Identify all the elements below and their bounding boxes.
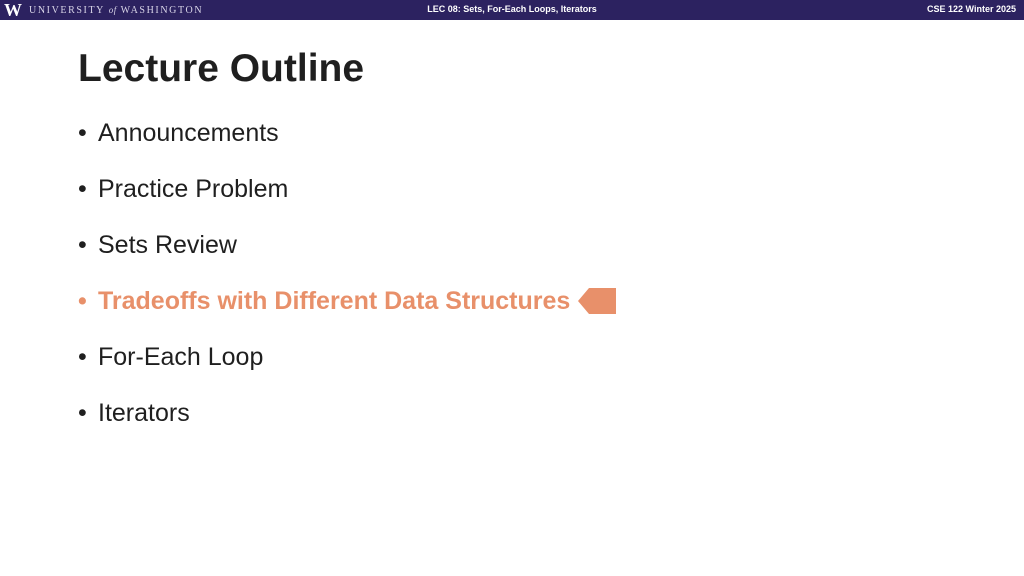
bullet: • [78, 399, 87, 427]
outline-list [78, 117, 616, 453]
outline-item-label: Iterators [98, 399, 190, 427]
outline-item [78, 117, 616, 173]
arrow-left-icon [578, 288, 616, 314]
header-bar [0, 0, 1024, 20]
outline-item-label: For-Each Loop [98, 343, 264, 371]
outline-item-label: Tradeoffs with Different Data Structures [98, 287, 571, 315]
bullet: • [78, 119, 87, 147]
slide-title: Lecture Outline [78, 47, 365, 90]
bullet: • [78, 287, 87, 315]
lecture-title: LEC 08: Sets, For-Each Loops, Iterators [427, 4, 597, 14]
outline-item [78, 341, 616, 397]
outline-item-label: Practice Problem [98, 175, 289, 203]
outline-item-label: Announcements [98, 119, 279, 147]
bullet: • [78, 231, 87, 259]
university-wordmark: UNIVERSITY of WASHINGTON [29, 4, 204, 16]
outline-item [78, 229, 616, 285]
outline-item [78, 397, 616, 453]
uw-w-logo-icon: W [4, 0, 22, 20]
course-name: CSE 122 Winter 2025 [927, 4, 1016, 14]
outline-item [78, 173, 616, 229]
outline-item-current [78, 285, 616, 341]
bullet: • [78, 175, 87, 203]
outline-item-label: Sets Review [98, 231, 237, 259]
bullet: • [78, 343, 87, 371]
